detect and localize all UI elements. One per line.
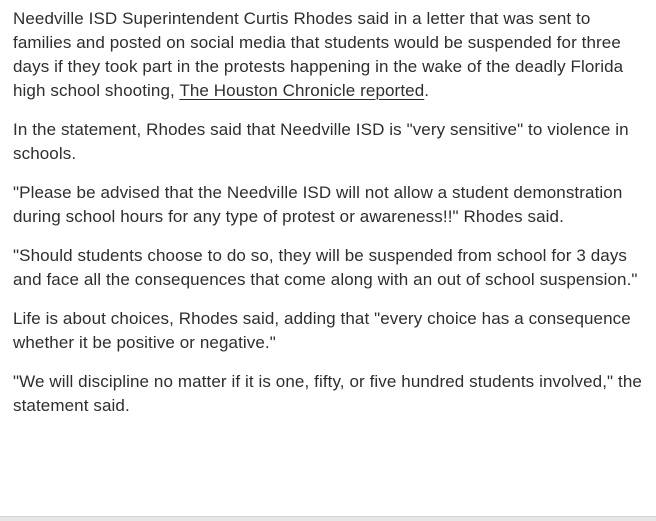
article-body	[13, 7, 649, 433]
paragraph-2: In the statement, Rhodes said that Needville ISD is "very sensitive" to violence in schools.	[13, 120, 629, 163]
paragraph-1-end: .	[424, 81, 430, 100]
paragraph-3: "Please be advised that the Needville ISD will not allow a student demonstration during school hours for any type of protest or awareness!!" Rhodes said.	[13, 183, 623, 226]
paragraph-1-text: Needville ISD Superintendent Curtis Rhodes said in a letter that was sent to families and posted on social media that students would be suspended for three days if they took part in the protests happening in the wake of the deadly Florida high school shooting,	[13, 9, 624, 100]
paragraph-6: "We will discipline no matter if it is one, fifty, or five hundred students involved," the statement said.	[13, 372, 642, 415]
paragraph-5: Life is about choices, Rhodes said, adding that "every choice has a consequence whether it be positive or negative."	[13, 309, 631, 352]
houston-chronicle-link[interactable]: The Houston Chronicle reported	[179, 81, 425, 100]
paragraph-1	[13, 7, 649, 103]
paragraph-4: "Should students choose to do so, they will be suspended from school for 3 days and face all the consequences that come along with an out of school suspension."	[13, 246, 638, 289]
bottom-divider	[0, 516, 656, 521]
